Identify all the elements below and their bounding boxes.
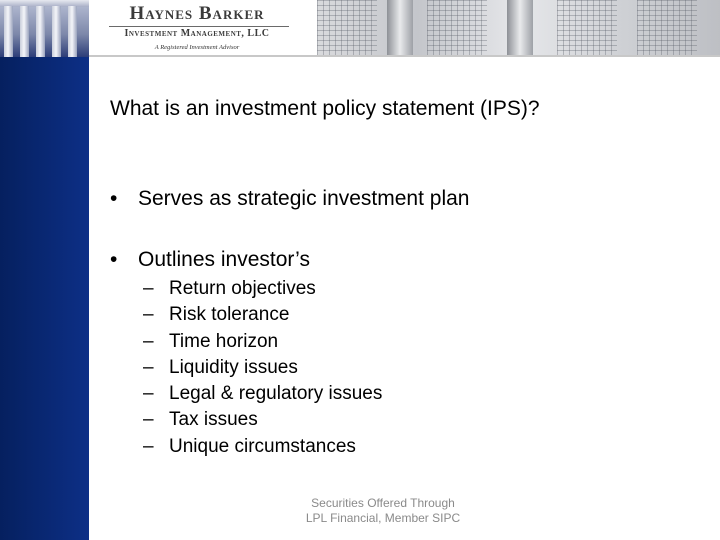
- header-divider: [89, 55, 720, 57]
- sub-bullet-marker: –: [143, 383, 154, 405]
- sub-bullet-text: Unique circumstances: [169, 435, 356, 457]
- sub-bullet-marker: –: [143, 278, 154, 299]
- column: [20, 6, 29, 57]
- sub-bullet-marker: –: [143, 409, 154, 431]
- sidebar-band: [0, 57, 89, 540]
- building-facade: [557, 0, 617, 55]
- sub-bullet-marker: –: [143, 330, 154, 352]
- sub-bullet-item: [143, 436, 382, 462]
- sub-bullet-text: Risk tolerance: [169, 304, 290, 326]
- sub-bullet-item: [143, 278, 382, 304]
- sub-bullet-marker: –: [143, 304, 154, 326]
- bullet-text: Outlines investor’s: [138, 248, 310, 271]
- column: [4, 6, 13, 57]
- slide-title: What is an investment policy statement (IPS)?: [110, 97, 540, 120]
- company-logo: [97, 0, 312, 57]
- logo-divider: [109, 26, 289, 27]
- logo-tagline: A Registered Investment Advisor: [154, 44, 240, 51]
- column: [52, 6, 61, 57]
- bullet-item: [110, 187, 470, 211]
- building-tower: [387, 0, 413, 55]
- bullet-marker: •: [110, 248, 118, 271]
- footer-line-1: Securities Offered Through: [311, 496, 455, 510]
- sub-bullet-item: [143, 383, 382, 409]
- building-photo: [317, 0, 720, 55]
- sub-bullet-list: [143, 278, 382, 462]
- slide-footer: [283, 496, 483, 526]
- sub-bullet-text: Tax issues: [169, 409, 258, 431]
- slide-header: [0, 0, 720, 57]
- sub-bullet-marker: –: [143, 356, 154, 378]
- bullet-item: [110, 248, 310, 272]
- column: [68, 6, 77, 57]
- sub-bullet-text: Liquidity issues: [169, 356, 298, 378]
- sub-bullet-item: [143, 331, 382, 357]
- building-tower: [507, 0, 533, 55]
- footer-line-2: LPL Financial, Member SIPC: [305, 511, 461, 525]
- sub-bullet-item: [143, 304, 382, 330]
- sub-bullet-item: [143, 357, 382, 383]
- logo-subtitle: Investment Management, LLC: [124, 28, 270, 39]
- building-facade: [317, 0, 377, 55]
- column: [36, 6, 45, 57]
- sub-bullet-text: Legal & regulatory issues: [169, 383, 383, 405]
- bullet-text: Serves as strategic investment plan: [138, 187, 470, 210]
- sub-bullet-marker: –: [143, 435, 154, 457]
- building-facade: [427, 0, 487, 55]
- bullet-marker: •: [110, 187, 118, 210]
- building-facade: [637, 0, 697, 55]
- sub-bullet-text: Return objectives: [169, 278, 316, 299]
- sub-bullet-item: [143, 409, 382, 435]
- logo-name: Haynes Barker: [129, 3, 265, 24]
- sub-bullet-text: Time horizon: [169, 330, 279, 352]
- columns-photo: [0, 0, 89, 57]
